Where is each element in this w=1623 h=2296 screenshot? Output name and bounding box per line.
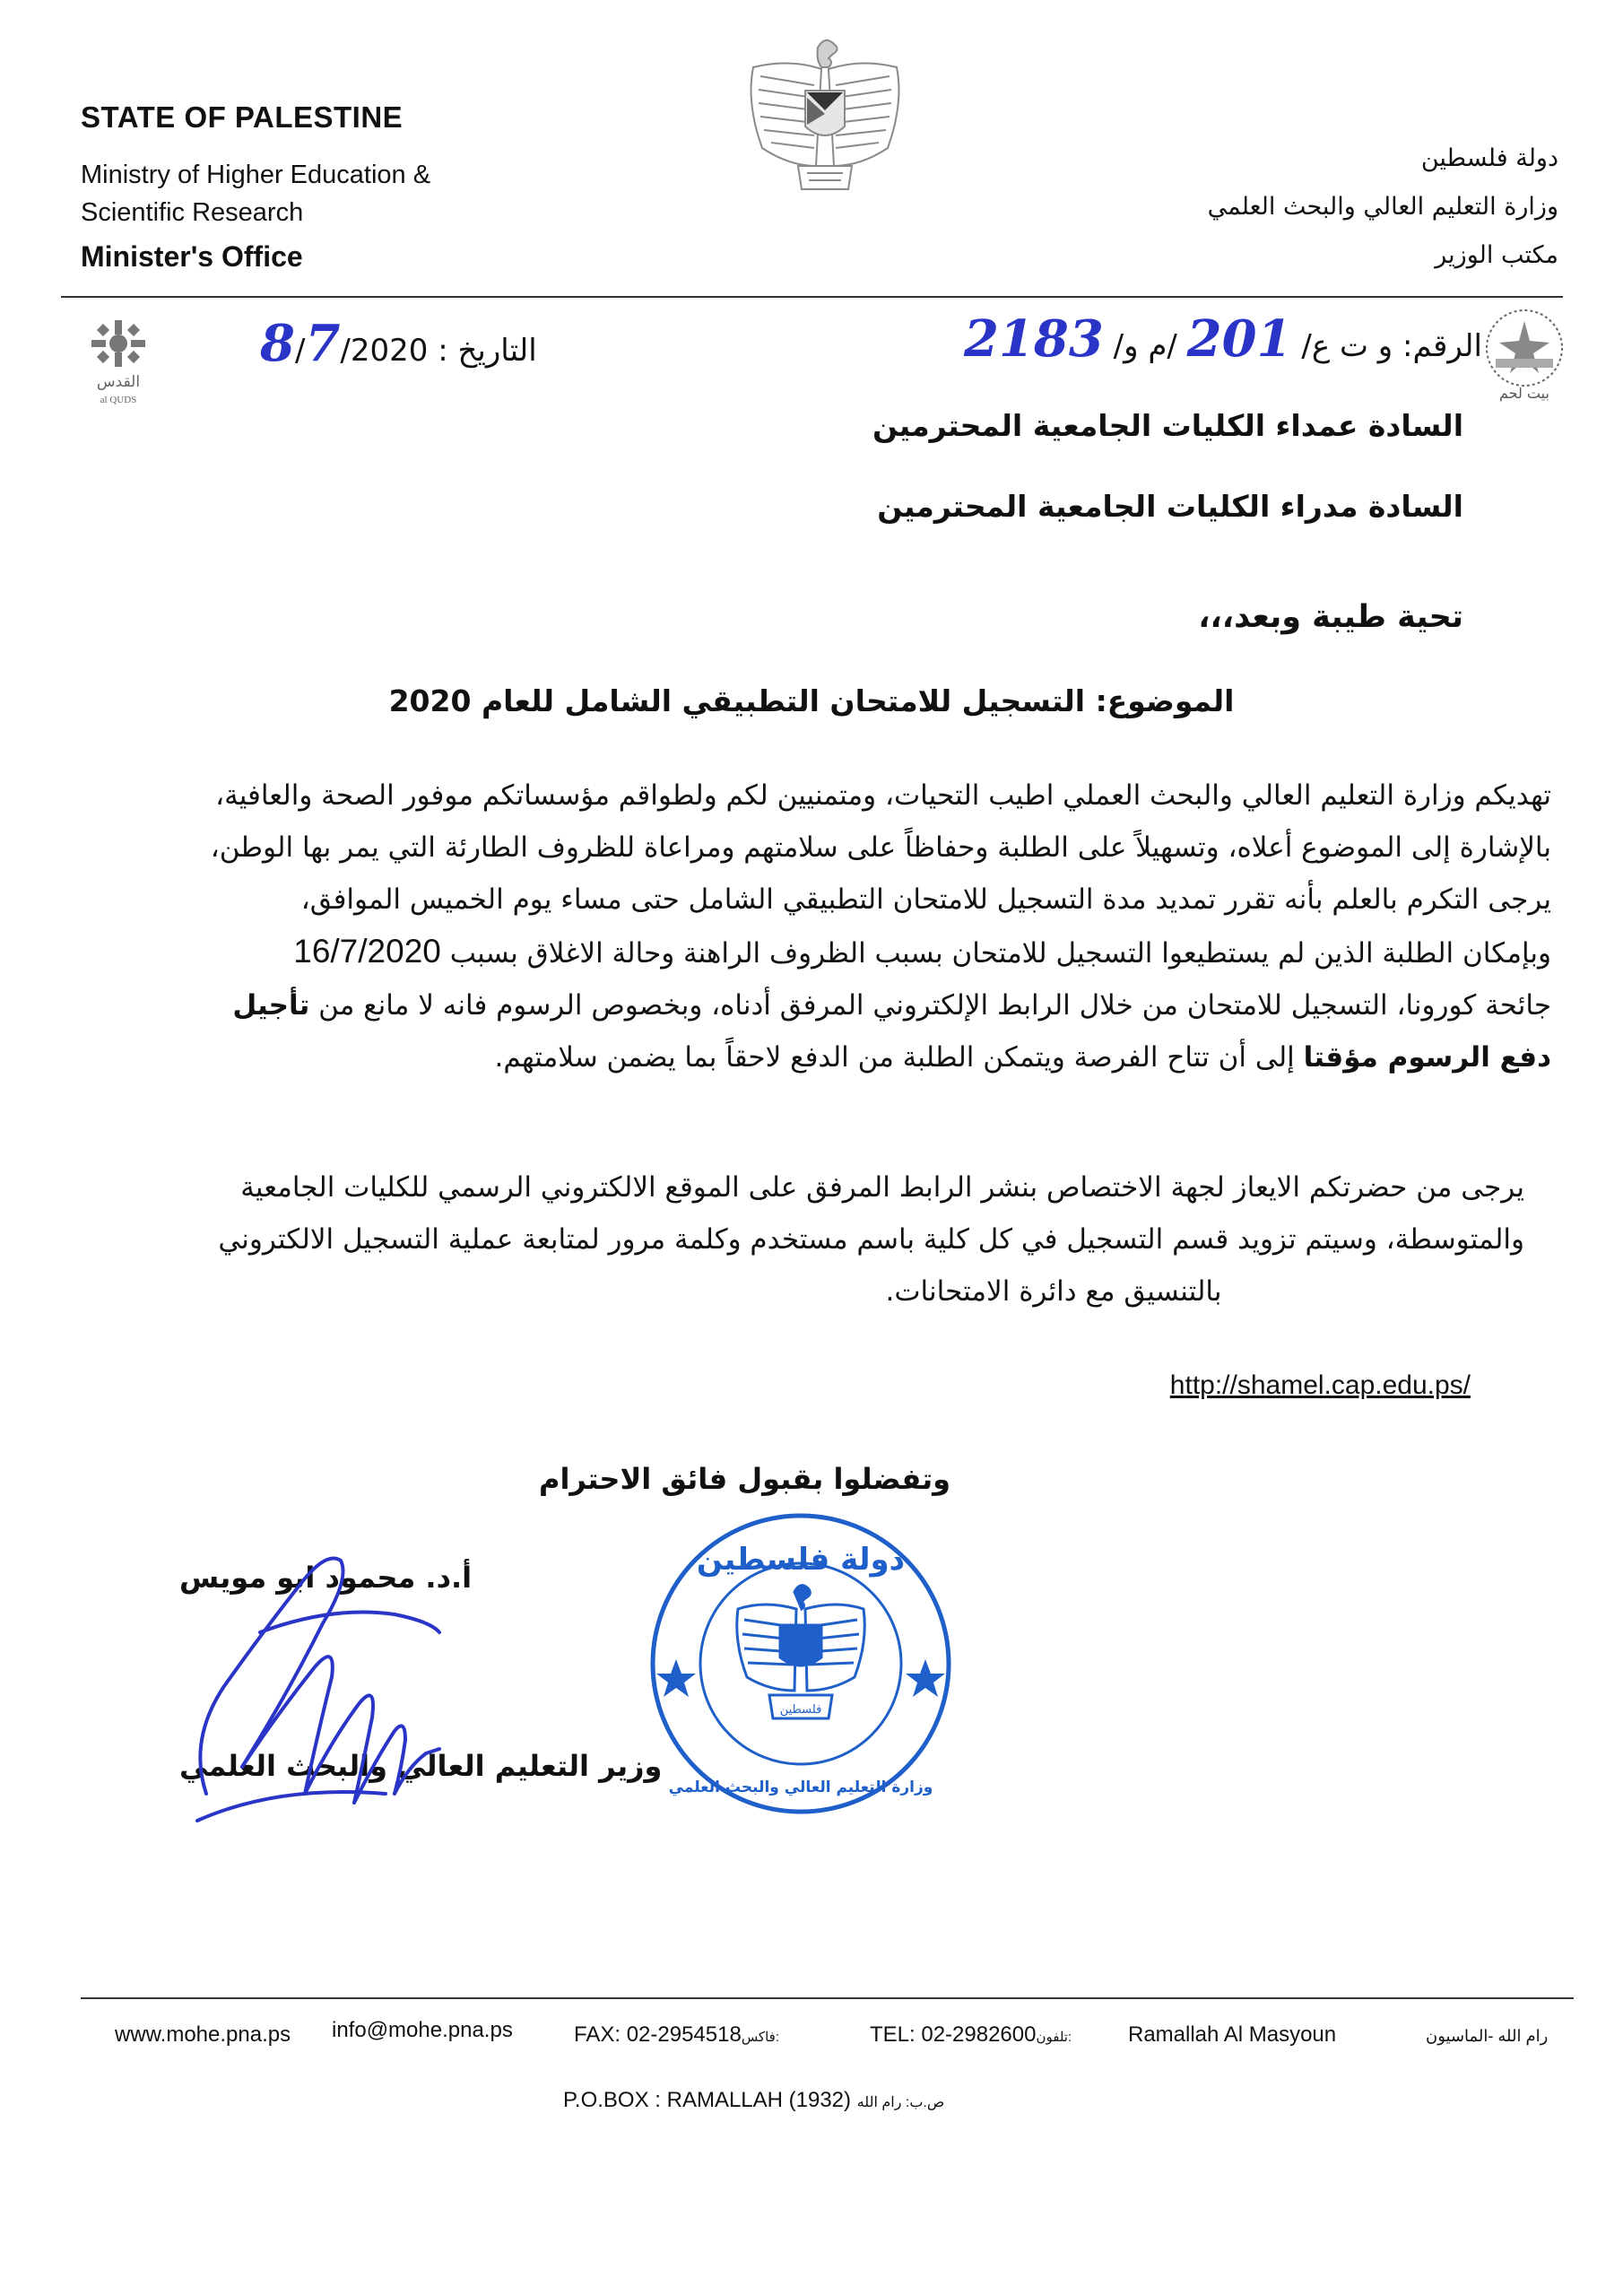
- body-line: [117, 926, 1551, 979]
- office-name-ar: مكتب الوزير: [1435, 241, 1558, 269]
- ref-label: الرقم: و ت ع/: [1301, 328, 1482, 364]
- fax-label-ar: فاكس:: [741, 2030, 779, 2045]
- body-line: تهديكم وزارة التعليم العالي والبحث العملي اطيب التحيات، ومتمنيين لكم ولطواقم مؤسساتكم موفور الصحة والعافية،: [215, 779, 1551, 812]
- addressee-deans: السادة عمداء الكليات الجامعية المحترمين: [872, 408, 1463, 443]
- footer-location-ar: رام الله -الماسيون: [1426, 2027, 1549, 2045]
- ref-mid: /م و/: [1113, 328, 1177, 364]
- header-english: [81, 100, 547, 274]
- bethlehem-logo-text: بيت لحم: [1499, 385, 1549, 402]
- deadline-date: 16/7/2020: [293, 933, 441, 970]
- stamp-top-text: دولة فلسطين: [696, 1542, 906, 1578]
- pobox-text: P.O.BOX : RAMALLAH (1932): [563, 2088, 852, 2112]
- body-line: بالإشارة إلى الموضوع أعلاه، وتسهيلاً على الطلبة وحفاظاً على سلامتهم ومراعاة للظروف الطارئة التي يمر بها الوطن،: [210, 831, 1551, 864]
- subject-line: الموضوع: التسجيل للامتحان التطبيقي الشامل للعام 2020: [388, 683, 1235, 718]
- ministry-name-en-2: Scientific Research: [81, 198, 304, 227]
- al-quds-logo-icon: [65, 309, 172, 408]
- footer-email[interactable]: info@mohe.pna.ps: [332, 2018, 513, 2042]
- body-line: [117, 979, 1551, 1031]
- body-line-text: وبإمكان الطلبة الذين لم يستطيعوا التسجيل للامتحان بسبب الظروف الراهنة وحالة الاغلاق بسبب: [449, 937, 1551, 970]
- body-line: والمتوسطة، وسيتم تزويد قسم التسجيل في كل كلية باسم مستخدم وكلمة مرور لمتابعة عملية التسجيل الالكتروني: [218, 1223, 1524, 1256]
- body-line: [117, 1031, 1551, 1083]
- date-label: التاريخ :: [438, 333, 537, 369]
- office-name-en: Minister's Office: [81, 240, 303, 273]
- stamp-bottom-text: وزارة التعليم العالي والبحث العلمي: [668, 1779, 933, 1796]
- tel-number: TEL: 02-2982600: [870, 2022, 1037, 2047]
- closing-line: وتفضلوا بقبول فائق الاحترام: [539, 1462, 950, 1496]
- stamp-center-text: فلسطين: [779, 1703, 822, 1717]
- ref-handwritten-1: 201: [1186, 309, 1292, 369]
- addressee-directors: السادة مدراء الكليات الجامعية المحترمين: [877, 489, 1463, 524]
- handwritten-signature-icon: [170, 1525, 466, 1848]
- footer-fax: [574, 2022, 779, 2048]
- eagle-emblem-icon: [735, 31, 915, 202]
- date-line: التاريخ : 8/7/2020: [260, 314, 537, 373]
- header-arabic: [1056, 135, 1558, 280]
- footer-location-en: Ramallah Al Masyoun: [1128, 2022, 1337, 2047]
- state-name-en: STATE OF PALESTINE: [81, 100, 404, 134]
- pobox-label-ar: ص.ب: رام الله: [856, 2095, 945, 2110]
- header-divider: [61, 296, 1563, 298]
- body-bold-text: تأجيل: [232, 989, 310, 1022]
- fax-number: FAX: 02-2954518: [574, 2022, 742, 2047]
- signatory-title: وزير التعليم العالي والبحث العلمي: [179, 1749, 663, 1783]
- tel-label-ar: تلفون:: [1036, 2030, 1072, 2045]
- state-name-ar: دولة فلسطين: [1420, 144, 1558, 172]
- ministry-name-ar: وزارة التعليم العالي والبحث العلمي: [1207, 193, 1558, 221]
- greeting: تحية طيبة وبعد،،،: [1198, 599, 1463, 635]
- reference-line: [964, 309, 1482, 369]
- bethlehem-logo-icon: [1471, 305, 1578, 404]
- signatory-name: أ.د. محمود ابو مويس: [179, 1561, 473, 1595]
- footer-pobox: [563, 2088, 944, 2113]
- al-quds-logo-text: القدس: [96, 373, 141, 391]
- footer-website[interactable]: www.mohe.pna.ps: [115, 2022, 291, 2047]
- al-quds-logo-text-en: al QUDS: [100, 395, 137, 405]
- body-line-text: إلى أن تتاح الفرصة ويتمكن الطلبة من الدفع لاحقاً بما يضمن سلامتهم.: [494, 1041, 1295, 1074]
- ministry-name-en-1: Ministry of Higher Education &: [81, 161, 431, 189]
- body-paragraph-2: [117, 1161, 1524, 1318]
- body-line: يرجى التكرم بالعلم بأنه تقرر تمديد مدة التسجيل للامتحان التطبيقي الشامل حتى مساء يوم الخميس الموافق،: [300, 883, 1551, 916]
- body-line: يرجى من حضرتكم الايعاز لجهة الاختصاص بنشر الرابط المرفق على الموقع الالكتروني الرسمي للكليات الجامعية: [240, 1171, 1524, 1204]
- body-line: بالتنسيق مع دائرة الامتحانات.: [885, 1275, 1222, 1308]
- footer-tel: [870, 2022, 1072, 2048]
- date-year: 2020: [350, 333, 429, 369]
- official-stamp-icon: [644, 1507, 958, 1821]
- body-line-text: جائحة كورونا، التسجيل للامتحان من خلال الرابط الإلكتروني المرفق أدناه، وبخصوص الرسوم فانه لا مانع من: [318, 989, 1551, 1022]
- body-paragraph-1: [117, 770, 1551, 1083]
- date-month-handwritten: 7: [305, 314, 341, 373]
- date-day-handwritten: 8: [260, 314, 295, 373]
- ref-handwritten-2: 2183: [964, 309, 1104, 369]
- registration-link[interactable]: http://shamel.cap.edu.ps/: [1169, 1370, 1471, 1400]
- footer-divider: [81, 1997, 1574, 1999]
- body-bold-text: دفع الرسوم مؤقتا: [1303, 1041, 1551, 1074]
